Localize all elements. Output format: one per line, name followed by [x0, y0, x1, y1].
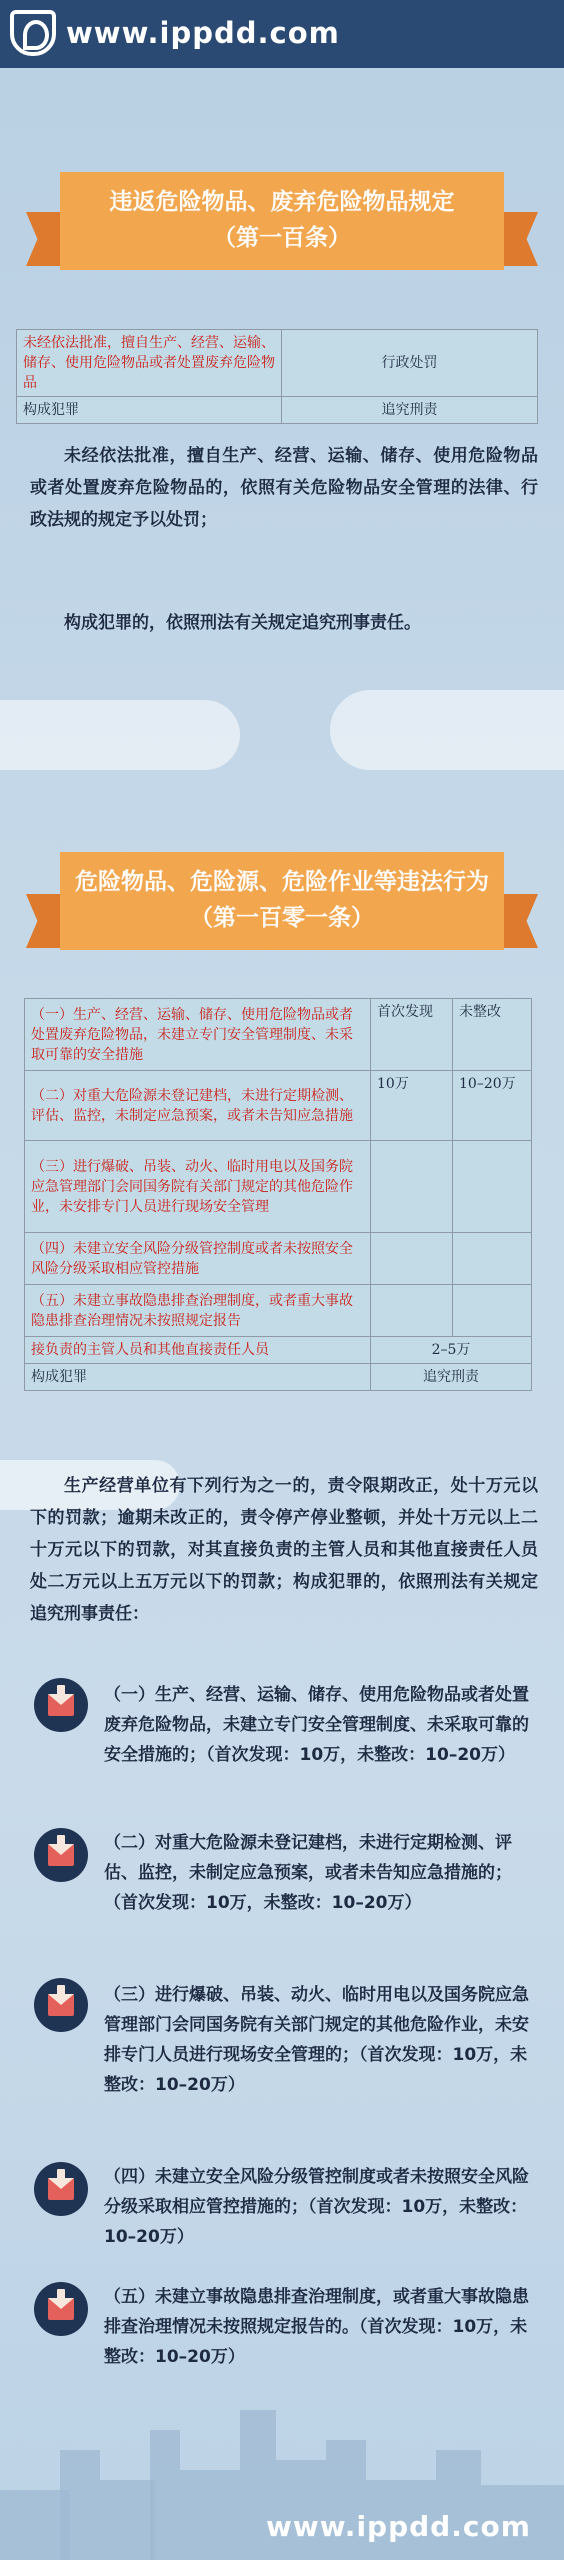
site-header — [0, 0, 564, 68]
uncorrected-cell — [453, 1233, 532, 1285]
list-item: （一）生产、经营、运输、储存、使用危险物品或者处置废弃危险物品，未建立专门安全管理制度、未采取可靠的安全措施的；（首次发现：10万，未整改：10–20万） — [104, 1685, 529, 1765]
first-offense-cell — [371, 1285, 453, 1337]
crime-value-cell: 追究刑责 — [282, 397, 538, 424]
envelope-icon — [34, 1978, 88, 2032]
uncorrected-cell — [453, 1141, 532, 1233]
violation-cell: （三）进行爆破、吊装、动火、临时用电以及国务院应急管理部门会同国务院有关部门规定的其他危险作业，未安排专门人员进行现场安全管理 — [25, 1141, 371, 1233]
shield-logo-icon — [10, 10, 56, 56]
skyline-decoration — [100, 2480, 155, 2560]
section1-subtitle: （第一百条） — [213, 225, 351, 251]
envelope-icon — [34, 1828, 88, 1882]
violation-cell: 未经依法批准，擅自生产、经营、运输、储存、使用危险物品或者处置废弃危险物品 — [17, 330, 282, 397]
section2-title-banner — [60, 852, 504, 950]
list-item: （四）未建立安全风险分级管控制度或者未按照安全风险分级采取相应管控措施的；（首次发现：10万，未整改：10–20万） — [104, 2167, 529, 2247]
violation-cell: （二）对重大危险源未登记建档，未进行定期检测、评估、监控，未制定应急预案，或者未告知应急措施 — [25, 1071, 371, 1141]
table-row — [25, 1141, 532, 1233]
list-item: （二）对重大危险源未登记建档，未进行定期检测、评估、监控，未制定应急预案，或者未告知应急措施的；（首次发现：10万，未整改：10–20万） — [104, 1833, 512, 1913]
section1-table — [16, 329, 538, 424]
footer-site-url[interactable]: www.ippdd.com — [266, 2510, 531, 2543]
violation-cell: （一）生产、经营、运输、储存、使用危险物品或者处置废弃危险物品，未建立专门安全管理制度、未采取可靠的安全措施 — [25, 999, 371, 1071]
section1-paragraph: 未经依法批准，擅自生产、经营、运输、储存、使用危险物品或者处置废弃危险物品的，依照有关危险物品安全管理的法律、行政法规的规定予以处罚； — [30, 446, 538, 530]
section2-table — [24, 998, 532, 1391]
table-row — [25, 1233, 532, 1285]
first-offense-cell: 10万 — [371, 1071, 453, 1141]
skyline-decoration — [150, 2430, 180, 2560]
uncorrected-cell — [453, 1285, 532, 1337]
section1-title-banner — [60, 172, 504, 270]
crime-label-cell: 构成犯罪 — [17, 397, 282, 424]
list-item: （五）未建立事故隐患排查治理制度，或者重大事故隐患排查治理情况未按照规定报告的。（首次发现：10万，未整改：10–20万） — [104, 2287, 529, 2367]
section2-paragraph: 生产经营单位有下列行为之一的，责令限期改正，处十万元以下的罚款；逾期未改正的，责令停产停业整顿，并处十万元以上二十万元以下的罚款，对其直接负责的主管人员和其他直接责任人员处二万元以上五万元以下的罚款；构成犯罪的，依照刑法有关规定追究刑事责任： — [30, 1476, 538, 1624]
violation-cell: （五）未建立事故隐患排查治理制度，或者重大事故隐患排查治理情况未按照规定报告 — [25, 1285, 371, 1337]
envelope-icon — [34, 1678, 88, 1732]
section2-title: 危险物品、危险源、危险作业等违法行为 — [75, 869, 489, 895]
skyline-decoration — [60, 2450, 100, 2560]
responsible-value-cell: 2–5万 — [371, 1337, 532, 1364]
table-row — [17, 330, 538, 397]
table-row — [25, 1364, 532, 1391]
uncorrected-cell: 10–20万 — [453, 1071, 532, 1141]
table-row — [17, 397, 538, 424]
crime-value-cell: 追究刑责 — [371, 1364, 532, 1391]
cloud-decoration — [0, 700, 240, 770]
section1-paragraph-2: 构成犯罪的，依照刑法有关规定追究刑事责任。 — [64, 613, 421, 633]
skyline-decoration — [436, 2450, 481, 2560]
table-row — [25, 1337, 532, 1364]
envelope-icon — [34, 2162, 88, 2216]
uncorrected-cell: 未整改 — [453, 999, 532, 1071]
cloud-decoration — [330, 690, 564, 770]
responsible-label-cell: 接负责的主管人员和其他直接责任人员 — [25, 1337, 371, 1364]
table-row — [25, 999, 532, 1071]
table-row — [25, 1071, 532, 1141]
table-row — [25, 1285, 532, 1337]
violation-cell: （四）未建立安全风险分级管控制度或者未按照安全风险分级采取相应管控措施 — [25, 1233, 371, 1285]
section1-title: 违返危险物品、废弃危险物品规定 — [109, 189, 455, 215]
first-offense-cell — [371, 1141, 453, 1233]
envelope-icon — [34, 2282, 88, 2336]
penalty-cell: 行政处罚 — [282, 330, 538, 397]
first-offense-cell — [371, 1233, 453, 1285]
site-url[interactable]: www.ippdd.com — [66, 16, 340, 50]
first-offense-cell: 首次发现 — [371, 999, 453, 1071]
crime-label-cell: 构成犯罪 — [25, 1364, 371, 1391]
skyline-decoration — [180, 2470, 240, 2560]
section2-subtitle: （第一百零一条） — [190, 905, 374, 931]
list-item: （三）进行爆破、吊装、动火、临时用电以及国务院应急管理部门会同国务院有关部门规定的其他危险作业，未安排专门人员进行现场安全管理的；（首次发现：10万，未整改：10–20万） — [104, 1985, 529, 2095]
